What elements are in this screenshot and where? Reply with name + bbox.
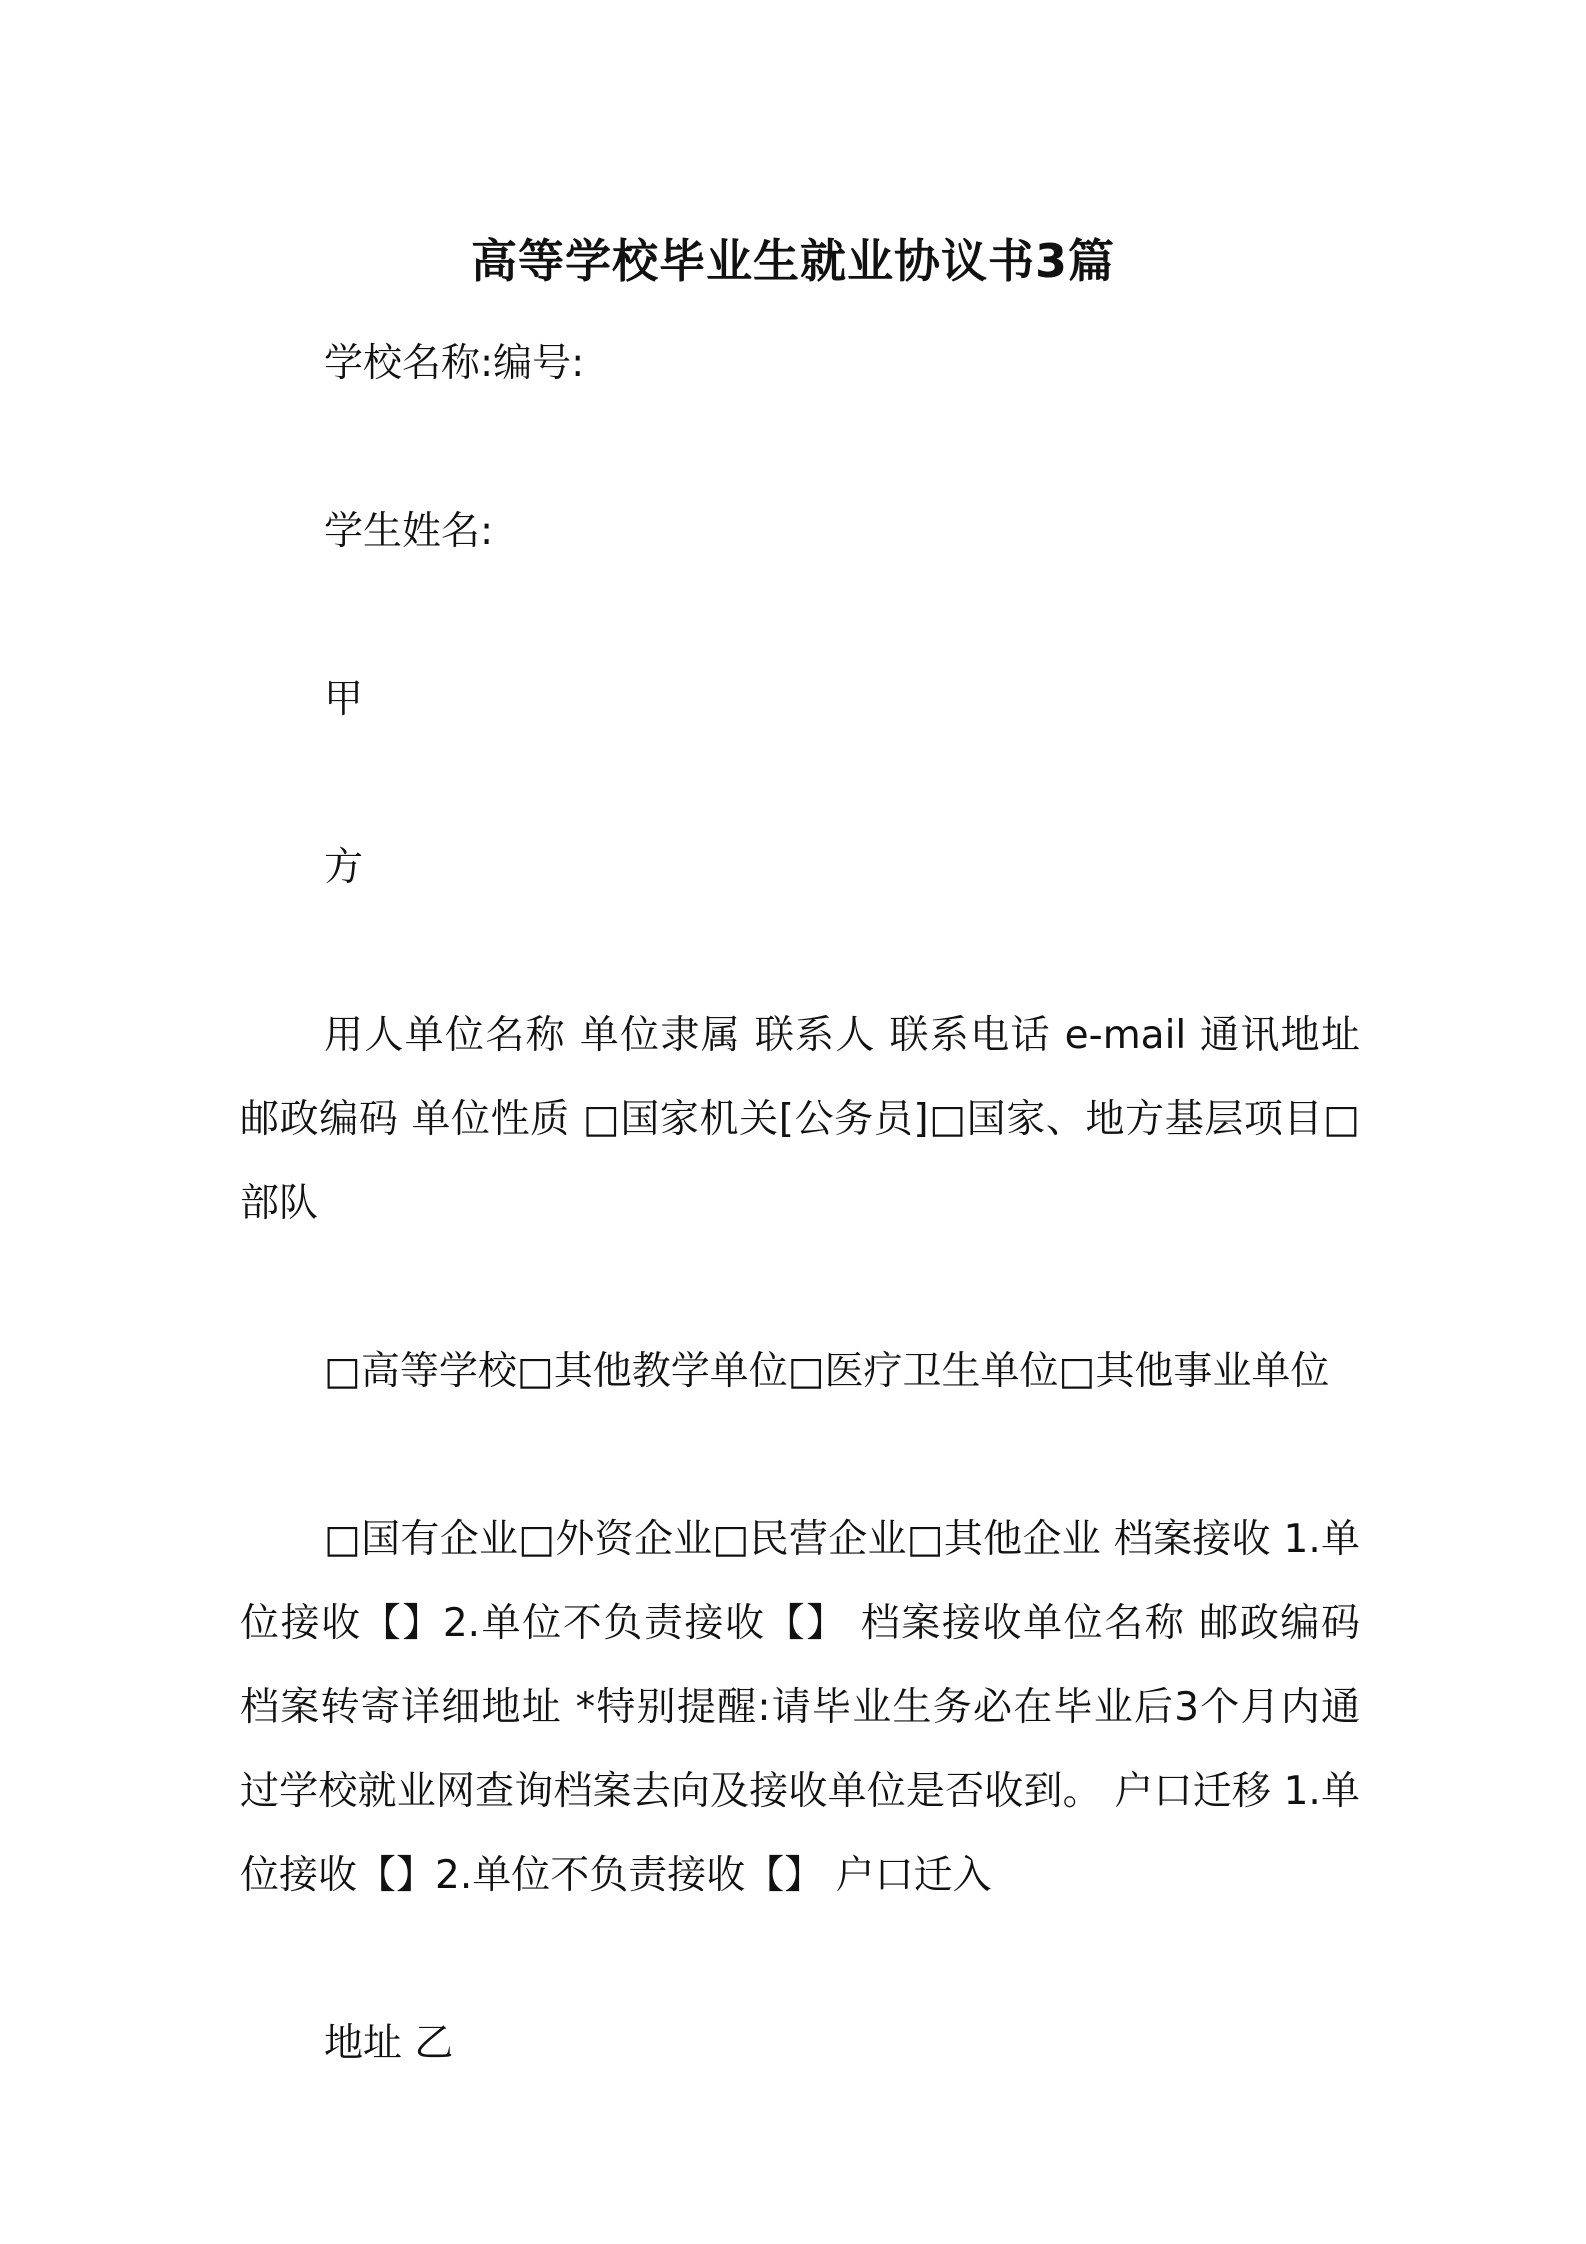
paragraph-address-party-b: 地址 乙: [324, 2021, 454, 2066]
paragraph-enterprise-archive: □国有企业□外资企业□民营企业□其他企业 档案接收 1.单位接收【】2.单位不负责接收【】 档案接收单位名称 邮政编码 档案转寄详细地址 *特别提醒:请毕业生务必在毕业后3个月内通过学校就业网查询档案去向及接收单位是否收到。 户口迁移 1.单位接收【】2.单位不负责接收【】 户口迁入: [240, 1517, 1360, 1898]
paragraph-employer-info: 用人单位名称 单位隶属 联系人 联系电话 e-mail 通讯地址 邮政编码 单位性质 □国家机关[公务员]□国家、地方基层项目□部队: [240, 1013, 1360, 1226]
paragraph-party-a-1: 甲: [324, 677, 364, 722]
paragraph-student-name: 学生姓名:: [324, 509, 494, 554]
paragraph-party-a-2: 方: [324, 845, 364, 890]
paragraph-school-name: 学校名称:编号:: [324, 341, 585, 386]
document-title: 高等学校毕业生就业协议书3篇: [470, 233, 1115, 288]
paragraph-institution-types: □高等学校□其他教学单位□医疗卫生单位□其他事业单位: [324, 1349, 1330, 1394]
